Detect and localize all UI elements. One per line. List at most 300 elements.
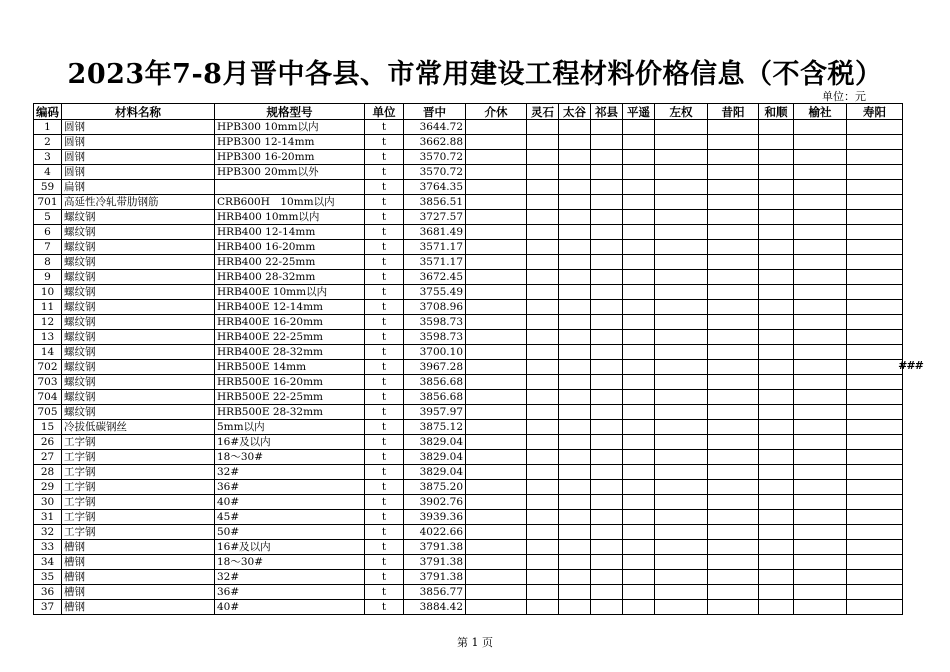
empty-price-cell: [527, 390, 559, 405]
empty-price-cell: [466, 255, 527, 270]
empty-price-cell: [655, 270, 708, 285]
empty-price-cell: [466, 510, 527, 525]
column-header: 规格型号: [215, 104, 365, 120]
empty-price-cell: [794, 600, 847, 615]
empty-price-cell: [794, 360, 847, 375]
empty-price-cell: [708, 525, 759, 540]
empty-price-cell: [794, 330, 847, 345]
empty-price-cell: [591, 600, 623, 615]
material-name: 圆钢: [62, 135, 215, 150]
material-name: 圆钢: [62, 150, 215, 165]
empty-price-cell: [794, 270, 847, 285]
row-code: 29: [34, 480, 62, 495]
empty-price-cell: [655, 555, 708, 570]
table-row: [34, 420, 903, 435]
material-name: 螺纹钢: [62, 300, 215, 315]
empty-price-cell: [759, 150, 794, 165]
empty-price-cell: [847, 465, 903, 480]
spec-model: 36#: [215, 585, 365, 600]
spec-model: 40#: [215, 495, 365, 510]
empty-price-cell: [623, 180, 655, 195]
empty-price-cell: [708, 225, 759, 240]
jinzhong-price: 3570.72: [404, 165, 466, 180]
spec-model: HPB300 12-14mm: [215, 135, 365, 150]
empty-price-cell: [527, 510, 559, 525]
row-code: 27: [34, 450, 62, 465]
row-code: 702: [34, 360, 62, 375]
row-code: 4: [34, 165, 62, 180]
empty-price-cell: [847, 255, 903, 270]
row-code: 28: [34, 465, 62, 480]
empty-price-cell: [708, 585, 759, 600]
jinzhong-price: 3571.17: [404, 240, 466, 255]
spec-model: 32#: [215, 570, 365, 585]
material-name: 螺纹钢: [62, 315, 215, 330]
row-code: 6: [34, 225, 62, 240]
empty-price-cell: [708, 135, 759, 150]
empty-price-cell: [623, 360, 655, 375]
empty-price-cell: [591, 120, 623, 135]
jinzhong-price: 3939.36: [404, 510, 466, 525]
empty-price-cell: [527, 120, 559, 135]
empty-price-cell: [708, 150, 759, 165]
empty-price-cell: [759, 480, 794, 495]
empty-price-cell: [655, 600, 708, 615]
empty-price-cell: [708, 390, 759, 405]
empty-price-cell: [759, 225, 794, 240]
table-row: [34, 465, 903, 480]
material-name: 工字钢: [62, 480, 215, 495]
column-header: 灵石: [527, 104, 559, 120]
empty-price-cell: [591, 570, 623, 585]
unit-cell: t: [365, 315, 404, 330]
empty-price-cell: [559, 375, 591, 390]
empty-price-cell: [655, 465, 708, 480]
row-code: 703: [34, 375, 62, 390]
empty-price-cell: [591, 555, 623, 570]
empty-price-cell: [466, 450, 527, 465]
spec-model: HRB400E 16-20mm: [215, 315, 365, 330]
empty-price-cell: [794, 525, 847, 540]
empty-price-cell: [623, 375, 655, 390]
empty-price-cell: [623, 240, 655, 255]
empty-price-cell: [794, 225, 847, 240]
spec-model: HRB400 10mm以内: [215, 210, 365, 225]
empty-price-cell: [527, 600, 559, 615]
material-name: 螺纹钢: [62, 285, 215, 300]
empty-price-cell: [559, 165, 591, 180]
empty-price-cell: [847, 555, 903, 570]
empty-price-cell: [847, 585, 903, 600]
jinzhong-price: 3856.77: [404, 585, 466, 600]
empty-price-cell: [466, 345, 527, 360]
empty-price-cell: [708, 540, 759, 555]
spec-model: HRB400E 10mm以内: [215, 285, 365, 300]
table-row: [34, 585, 903, 600]
empty-price-cell: [527, 420, 559, 435]
empty-price-cell: [759, 135, 794, 150]
table-row: [34, 600, 903, 615]
empty-price-cell: [591, 525, 623, 540]
jinzhong-price: 3875.12: [404, 420, 466, 435]
empty-price-cell: [591, 465, 623, 480]
empty-price-cell: [591, 420, 623, 435]
empty-price-cell: [466, 195, 527, 210]
empty-price-cell: [591, 510, 623, 525]
empty-price-cell: [527, 540, 559, 555]
empty-price-cell: [847, 510, 903, 525]
empty-price-cell: [527, 450, 559, 465]
table-row: [34, 120, 903, 135]
empty-price-cell: [559, 150, 591, 165]
empty-price-cell: [466, 120, 527, 135]
table-row: [34, 255, 903, 270]
empty-price-cell: [847, 450, 903, 465]
empty-price-cell: [759, 315, 794, 330]
empty-price-cell: [708, 315, 759, 330]
empty-price-cell: [759, 210, 794, 225]
unit-label: 单位：元: [822, 90, 866, 103]
column-header: 单位: [365, 104, 404, 120]
unit-cell: t: [365, 585, 404, 600]
empty-price-cell: [655, 315, 708, 330]
table-row: [34, 195, 903, 210]
row-code: 701: [34, 195, 62, 210]
price-table: [33, 103, 903, 615]
spec-model: HRB400E 22-25mm: [215, 330, 365, 345]
row-code: 32: [34, 525, 62, 540]
jinzhong-price: 3700.10: [404, 345, 466, 360]
empty-price-cell: [847, 120, 903, 135]
empty-price-cell: [466, 270, 527, 285]
material-name: 工字钢: [62, 450, 215, 465]
empty-price-cell: [466, 375, 527, 390]
spec-model: HRB500E 14mm: [215, 360, 365, 375]
empty-price-cell: [591, 315, 623, 330]
empty-price-cell: [708, 345, 759, 360]
empty-price-cell: [794, 210, 847, 225]
empty-price-cell: [708, 330, 759, 345]
material-name: 螺纹钢: [62, 345, 215, 360]
empty-price-cell: [794, 465, 847, 480]
row-code: 34: [34, 555, 62, 570]
empty-price-cell: [527, 495, 559, 510]
empty-price-cell: [591, 180, 623, 195]
row-code: 3: [34, 150, 62, 165]
table-row: [34, 570, 903, 585]
unit-cell: t: [365, 480, 404, 495]
empty-price-cell: [794, 180, 847, 195]
unit-cell: t: [365, 360, 404, 375]
unit-cell: t: [365, 390, 404, 405]
unit-cell: t: [365, 420, 404, 435]
empty-price-cell: [708, 450, 759, 465]
spec-model: 18～30#: [215, 555, 365, 570]
unit-cell: t: [365, 450, 404, 465]
empty-price-cell: [527, 225, 559, 240]
empty-price-cell: [466, 360, 527, 375]
empty-price-cell: [794, 165, 847, 180]
row-code: 30: [34, 495, 62, 510]
jinzhong-price: 3856.51: [404, 195, 466, 210]
empty-price-cell: [794, 135, 847, 150]
material-name: 螺纹钢: [62, 360, 215, 375]
empty-price-cell: [794, 345, 847, 360]
empty-price-cell: [655, 390, 708, 405]
unit-cell: t: [365, 330, 404, 345]
material-name: 工字钢: [62, 525, 215, 540]
table-row: [34, 360, 903, 375]
row-code: 9: [34, 270, 62, 285]
table-row: [34, 450, 903, 465]
column-header: 祁县: [591, 104, 623, 120]
empty-price-cell: [847, 240, 903, 255]
jinzhong-price: 3884.42: [404, 600, 466, 615]
empty-price-cell: [759, 585, 794, 600]
material-name: 螺纹钢: [62, 330, 215, 345]
empty-price-cell: [794, 555, 847, 570]
empty-price-cell: [708, 165, 759, 180]
empty-price-cell: [794, 495, 847, 510]
empty-price-cell: [655, 360, 708, 375]
table-row: [34, 300, 903, 315]
empty-price-cell: [847, 330, 903, 345]
empty-price-cell: [847, 525, 903, 540]
empty-price-cell: [847, 150, 903, 165]
material-name: 螺纹钢: [62, 375, 215, 390]
table-row: [34, 225, 903, 240]
empty-price-cell: [466, 210, 527, 225]
column-header: 左权: [655, 104, 708, 120]
jinzhong-price: 3764.35: [404, 180, 466, 195]
column-header: 榆社: [794, 104, 847, 120]
empty-price-cell: [527, 330, 559, 345]
empty-price-cell: [466, 405, 527, 420]
empty-price-cell: [527, 195, 559, 210]
material-name: 圆钢: [62, 165, 215, 180]
empty-price-cell: [591, 240, 623, 255]
empty-price-cell: [759, 525, 794, 540]
row-code: 13: [34, 330, 62, 345]
empty-price-cell: [559, 540, 591, 555]
jinzhong-price: 3644.72: [404, 120, 466, 135]
unit-cell: t: [365, 525, 404, 540]
empty-price-cell: [623, 390, 655, 405]
empty-price-cell: [623, 450, 655, 465]
empty-price-cell: [708, 300, 759, 315]
empty-price-cell: [591, 285, 623, 300]
empty-price-cell: [847, 315, 903, 330]
row-code: 5: [34, 210, 62, 225]
empty-price-cell: [847, 180, 903, 195]
empty-price-cell: [623, 555, 655, 570]
material-name: 高延性冷轧带肋钢筋: [62, 195, 215, 210]
jinzhong-price: 3829.04: [404, 450, 466, 465]
empty-price-cell: [794, 585, 847, 600]
empty-price-cell: [708, 435, 759, 450]
empty-price-cell: [591, 495, 623, 510]
empty-price-cell: [759, 405, 794, 420]
empty-price-cell: [708, 210, 759, 225]
empty-price-cell: [559, 570, 591, 585]
empty-price-cell: [794, 435, 847, 450]
table-row: [34, 315, 903, 330]
empty-price-cell: [466, 585, 527, 600]
empty-price-cell: [655, 165, 708, 180]
unit-cell: t: [365, 570, 404, 585]
empty-price-cell: [847, 390, 903, 405]
material-name: 槽钢: [62, 540, 215, 555]
empty-price-cell: [655, 345, 708, 360]
empty-price-cell: [527, 150, 559, 165]
empty-price-cell: [847, 420, 903, 435]
empty-price-cell: [655, 585, 708, 600]
empty-price-cell: [655, 495, 708, 510]
empty-price-cell: [655, 420, 708, 435]
empty-price-cell: [655, 570, 708, 585]
empty-price-cell: [759, 570, 794, 585]
jinzhong-price: 3791.38: [404, 570, 466, 585]
empty-price-cell: [655, 525, 708, 540]
empty-price-cell: [623, 330, 655, 345]
empty-price-cell: [708, 480, 759, 495]
jinzhong-price: 3570.72: [404, 150, 466, 165]
empty-price-cell: [623, 525, 655, 540]
empty-price-cell: [466, 300, 527, 315]
empty-price-cell: [655, 450, 708, 465]
empty-price-cell: [623, 510, 655, 525]
spec-model: HRB400 16-20mm: [215, 240, 365, 255]
empty-price-cell: [655, 240, 708, 255]
empty-price-cell: [527, 315, 559, 330]
empty-price-cell: [794, 390, 847, 405]
empty-price-cell: [527, 300, 559, 315]
spec-model: 16#及以内: [215, 435, 365, 450]
empty-price-cell: [591, 375, 623, 390]
spec-model: HPB300 16-20mm: [215, 150, 365, 165]
empty-price-cell: [655, 510, 708, 525]
material-name: 螺纹钢: [62, 255, 215, 270]
empty-price-cell: [847, 195, 903, 210]
empty-price-cell: [623, 345, 655, 360]
empty-price-cell: [623, 195, 655, 210]
empty-price-cell: [559, 450, 591, 465]
column-header: 和顺: [759, 104, 794, 120]
empty-price-cell: [559, 300, 591, 315]
material-name: 工字钢: [62, 435, 215, 450]
unit-cell: t: [365, 465, 404, 480]
empty-price-cell: [559, 180, 591, 195]
material-name: 扁钢: [62, 180, 215, 195]
spec-model: 40#: [215, 600, 365, 615]
table-row: [34, 180, 903, 195]
jinzhong-price: 3829.04: [404, 465, 466, 480]
empty-price-cell: [847, 375, 903, 390]
table-header-row: [34, 104, 903, 120]
empty-price-cell: [708, 255, 759, 270]
empty-price-cell: [794, 300, 847, 315]
empty-price-cell: [759, 360, 794, 375]
row-code: 35: [34, 570, 62, 585]
empty-price-cell: [591, 345, 623, 360]
table-row: [34, 390, 903, 405]
empty-price-cell: [559, 405, 591, 420]
table-row: [34, 495, 903, 510]
column-header: 太谷: [559, 104, 591, 120]
row-code: 14: [34, 345, 62, 360]
empty-price-cell: [466, 330, 527, 345]
empty-price-cell: [708, 420, 759, 435]
empty-price-cell: [623, 135, 655, 150]
empty-price-cell: [759, 345, 794, 360]
empty-price-cell: [655, 180, 708, 195]
empty-price-cell: [466, 135, 527, 150]
empty-price-cell: [759, 600, 794, 615]
empty-price-cell: [794, 540, 847, 555]
empty-price-cell: [847, 210, 903, 225]
empty-price-cell: [559, 480, 591, 495]
empty-price-cell: [708, 555, 759, 570]
row-code: 37: [34, 600, 62, 615]
jinzhong-price: 4022.66: [404, 525, 466, 540]
empty-price-cell: [623, 255, 655, 270]
material-name: 槽钢: [62, 585, 215, 600]
page-title: 2023年7-8月晋中各县、市常用建设工程材料价格信息（不含税）: [67, 59, 883, 90]
empty-price-cell: [708, 360, 759, 375]
empty-price-cell: [655, 210, 708, 225]
jinzhong-price: 3708.96: [404, 300, 466, 315]
empty-price-cell: [527, 180, 559, 195]
empty-price-cell: [559, 555, 591, 570]
column-header: 昔阳: [708, 104, 759, 120]
row-code: 7: [34, 240, 62, 255]
row-code: 704: [34, 390, 62, 405]
empty-price-cell: [847, 480, 903, 495]
table-row: [34, 405, 903, 420]
empty-price-cell: [623, 480, 655, 495]
jinzhong-price: 3902.76: [404, 495, 466, 510]
empty-price-cell: [623, 225, 655, 240]
jinzhong-price: 3755.49: [404, 285, 466, 300]
material-name: 螺纹钢: [62, 405, 215, 420]
empty-price-cell: [466, 225, 527, 240]
empty-price-cell: [591, 480, 623, 495]
empty-price-cell: [655, 120, 708, 135]
empty-price-cell: [466, 150, 527, 165]
empty-price-cell: [708, 495, 759, 510]
jinzhong-price: 3672.45: [404, 270, 466, 285]
column-header: 材料名称: [62, 104, 215, 120]
table-row: [34, 540, 903, 555]
empty-price-cell: [759, 495, 794, 510]
empty-price-cell: [623, 315, 655, 330]
empty-price-cell: [794, 315, 847, 330]
spec-model: HRB400 22-25mm: [215, 255, 365, 270]
empty-price-cell: [559, 345, 591, 360]
empty-price-cell: [591, 255, 623, 270]
material-name: 螺纹钢: [62, 225, 215, 240]
table-row: [34, 480, 903, 495]
jinzhong-price: 3957.97: [404, 405, 466, 420]
empty-price-cell: [466, 435, 527, 450]
empty-price-cell: [708, 375, 759, 390]
empty-price-cell: [466, 570, 527, 585]
spec-model: 18～30#: [215, 450, 365, 465]
empty-price-cell: [527, 165, 559, 180]
unit-cell: t: [365, 210, 404, 225]
row-code: 59: [34, 180, 62, 195]
empty-price-cell: [794, 150, 847, 165]
